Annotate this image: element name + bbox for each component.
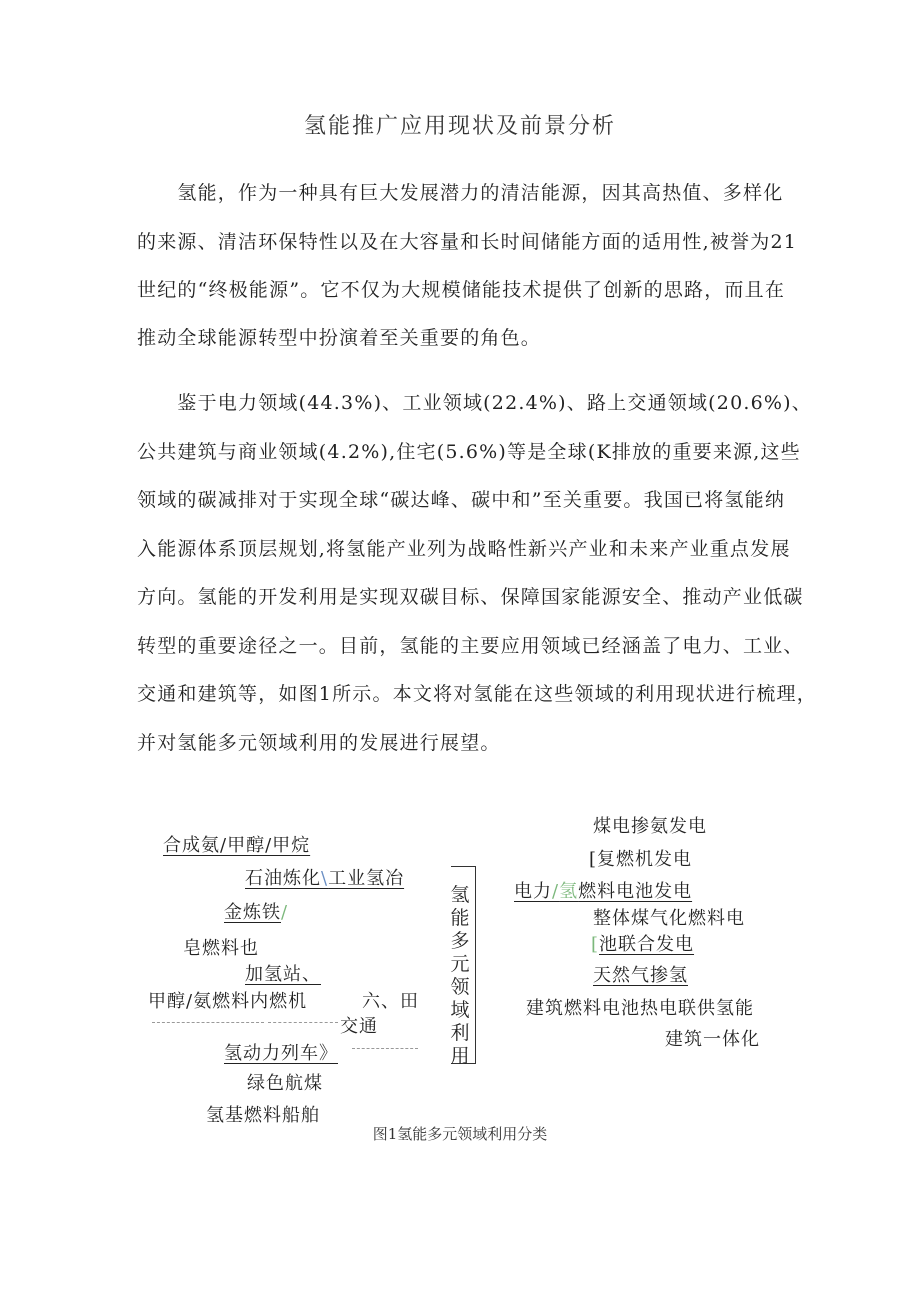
fig-left-item: 交通 [340,1016,378,1037]
fig-right-item: [复燃机发电 [589,849,693,870]
center-char: 域 [450,999,470,1021]
fig-dash-line [268,1022,338,1023]
paragraph-1-line: 的来源、清洁环保特性以及在大容量和长时间储能方面的适用性,被誉为21 [137,231,798,253]
fig-left-text: 工业氢冶 [328,868,405,889]
fig-right-text: 电力 [514,881,552,902]
center-char: 氢 [450,884,470,906]
center-char: 用 [450,1045,470,1067]
fig-right-text: 氢 [559,881,579,902]
fig-right-item: 建筑燃料电池热电联供氢能 [526,998,754,1019]
page-title: 氢能推广应用现状及前景分析 [303,114,616,139]
fig-left-text: 金炼铁 [224,902,281,923]
fig-left-item: 六、田 [362,991,419,1012]
fig-right-item: 煤电掺氨发电 [593,816,707,837]
paragraph-2-line: 领域的碳减排对于实现全球“碳达峰、碳中和”至关重要。我国已将氢能纳 [137,489,786,511]
center-char: 能 [450,907,470,929]
paragraph-2-line: 并对氢能多元领域利用的发展进行展望。 [137,732,501,754]
figure-center-label [449,884,471,1068]
fig-left-item [245,864,404,890]
fig-right-item: 建筑一体化 [665,1029,760,1050]
fig-dash-line [152,1022,264,1023]
fig-dash-line [352,1048,418,1049]
fig-left-item: 氢动力列车》 [224,1043,338,1064]
center-char: 领 [450,976,470,998]
paragraph-2-line: 鉴于电力领域(44.3%)、工业领域(22.4%)、路上交通领域(20.6%)、 [137,392,812,414]
paragraph-2-line: 入能源体系顶层规划,将氢能产业列为战略性新兴产业和未来产业重点发展 [137,538,791,560]
figure-caption: 图1氢能多元领域利用分类 [372,1125,548,1143]
fig-right-item [514,877,692,903]
fig-right-item: 整体煤气化燃料电 [593,908,745,929]
paragraph-1-line: 推动全球能源转型中扮演着至关重要的角色。 [137,327,542,349]
fig-right-bracket: [ [591,934,600,955]
fig-left-item [224,898,288,924]
fig-left-item: 加氢站、 [245,964,321,985]
paragraph-1-line: 氢能，作为一种具有巨大发展潜力的清洁能源，因其高热值、多样化 [137,182,784,204]
center-char: 利 [450,1022,470,1044]
fig-left-slash: / [281,902,289,923]
fig-right-text: 池联合发电 [599,934,695,955]
fig-right-slash: / [552,881,560,902]
fig-left-slash: \ [321,868,329,889]
paragraph-2-line: 方向。氢能的开发利用是实现双碳目标、保障国家能源安全、推动产业低碳 [137,586,804,608]
fig-right-item [591,930,694,956]
fig-left-item: 皂燃料也 [183,938,259,959]
fig-left-item: 合成氨/甲醇/甲烷 [163,835,311,856]
center-char: 多 [450,930,470,952]
fig-right-text: 燃料电池发电 [578,881,693,902]
fig-right-item: 天然气掺氢 [593,965,688,986]
paragraph-2-line: 转型的重要途径之一。目前，氢能的主要应用领域已经涵盖了电力、工业、 [137,635,804,657]
paragraph-2-line: 公共建筑与商业领域(4.2%),住宅(5.6%)等是全球(K排放的重要来源,这些 [137,441,801,463]
fig-left-item: 氢基燃料船舶 [206,1105,320,1126]
fig-left-item: 绿色航煤 [247,1073,323,1094]
center-char: 元 [450,953,470,975]
paragraph-2-line: 交通和建筑等，如图1所示。本文将对氢能在这些领域的利用现状进行梳理， [137,683,817,705]
paragraph-1-line: 世纪的“终极能源”。它不仅为大规模储能技术提供了创新的思路，而且在 [137,279,786,301]
fig-left-item: 甲醇/氨燃料内燃机 [148,991,308,1012]
fig-left-text: 石油炼化 [245,868,321,889]
